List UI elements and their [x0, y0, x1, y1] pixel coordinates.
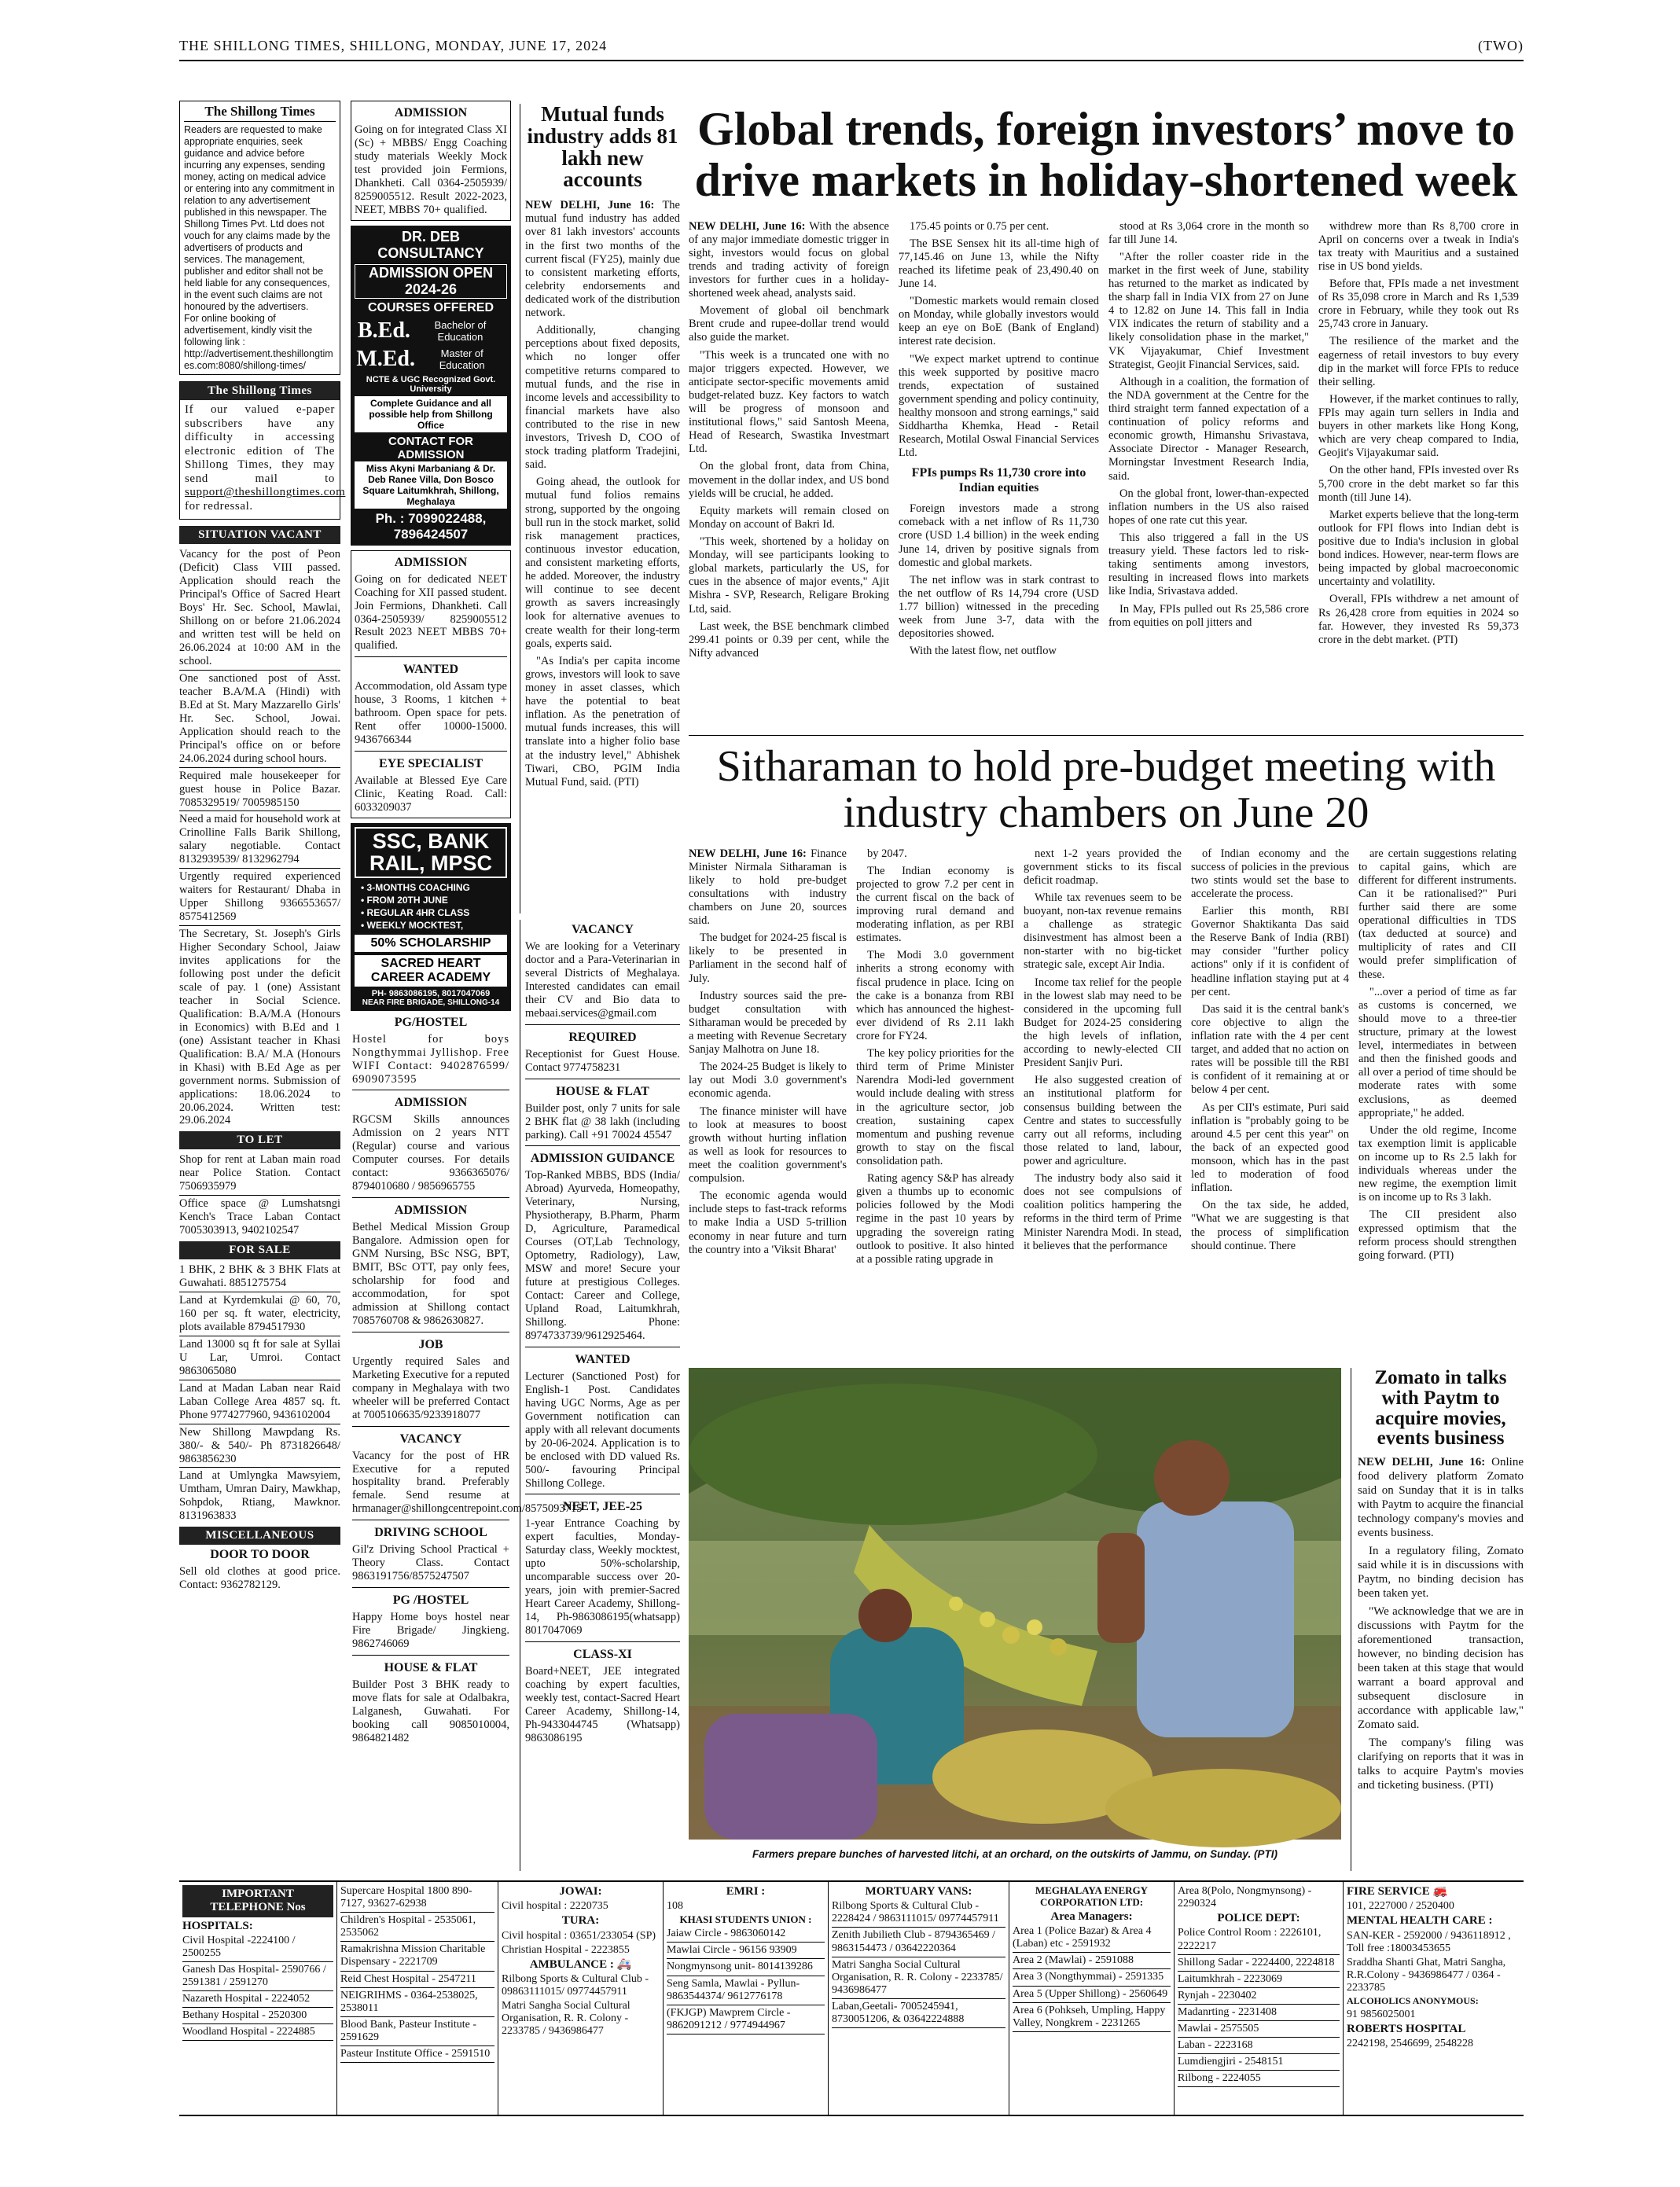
article-paragraph: In a regulatory filing, Zomato said while it is in discussions with Paytm, no binding decision has been taken yet. — [1358, 1545, 1524, 1600]
article-paragraph: Additionally, changing perceptions about fixed deposits, which no longer offer competitive returns compared to mutual funds, and the rise in income levels and accessibility to financial markets have also contributed to the rise in new investors, Trivesh D, COO of stock trading platform Tradejini, said. — [525, 324, 680, 472]
tel-col-police: Area 8(Polo, Nongmynsong) - 2290324 POLICE DEPT: Police Control Room : 2226101, 2222217 Shillong Sadar - 2224400, 2224818 Laitumkhrah - 2223069 Rynjah - 2230402 Madanrting - 2231408 Mawlai - 2575505 Laban - 2223168 Lumdiengjiri - 2548151 Rilbong - 2224055 — [1174, 1882, 1343, 2115]
article-paragraph: "This week, shortened by a holiday on Monday, will see participants looking to global markets, particularly the US, for cues in the absence of major events," Ajit Mishra - SVP, Research, Religare Broking Ltd, said. — [689, 535, 889, 616]
situation-vacant-list — [179, 544, 340, 1131]
tel-col-fire-service: FIRE SERVICE 🚒 101, 2227000 / 2520400 MENTAL HEALTH CARE : SAN-KER - 2592000 / 9436118912 , Toll free :18003453655 Sraddha Shanti Ghat, Matri Sangha, R.R.Colony - 9436986477 / 0364 - 2233785 ALCOHOLICS ANONYMOUS: 91 9856025001 ROBERTS HOSPITAL 2242198, 2546699, 2548228 — [1343, 1882, 1524, 2115]
article-paragraph: The resilience of the market and the eagerness of retail investors to buy every dip in the market will force FPIs to reduce their selling. — [1318, 335, 1519, 388]
article-paragraph: Going ahead, the outlook for mutual fund folios remains strong, supported by the ongoing bull run in the stock market, solid risk management practices, continuous investor education, and consistent marketing efforts, he added. Moreover, the industry will continue to see decent growth as savers increasingly look for alternative avenues to create wealth for their long-term goals, experts said. — [525, 476, 680, 650]
disclaimer-url[interactable]: http://advertisement.theshillongtimes.com:8080/shillong-times/ — [184, 348, 333, 371]
article-paragraph: The BSE Sensex hit its all-time high of 77,145.46 on June 13, while the Nifty reached its lifetime peak of 23,490.40 on June 14. — [899, 237, 1099, 291]
tel-col-jowai-tura: JOWAI: Civil hospital : 2220735 TURA: Civil hospital : 03651/233054 (SP) Christian Hospital - 2223855 AMBULANCE : 🚑 Rilbong Sports & Cultural Club - 09863111015/ 09774457911 Matri Sangha Social Cultural Organisation, R. R. Colony - 2233785 / 9436986477 — [498, 1882, 663, 2115]
classified-item: Office space @ Lumshatsngi Kench's Trace Laban Contact 7005303913, 9402102547 — [179, 1197, 340, 1237]
phone-entry: Nongmynsong unit- 8014139286 — [667, 1961, 825, 1976]
article-paragraph: "We expect market uptrend to continue this week supported by positive macro trends, expectation of sustained government spending and policy continuity, healthy monsoon and strong earnings," said Siddhartha Khemka, Head - Retail Research, Motilal Oswal Financial Services Ltd. — [899, 352, 1099, 460]
classified-item: The Secretary, St. Joseph's Girls Higher Secondary School, Jaiaw invites applications for the following post under the deficit scale of pay. 1 (one) Assistant teacher in Social Science. Qualification: B.A/M.A (Honours in Economics) with B.Ed and 1 (one) Assistant teacher in Khasi Qualification: B.A/ M.A (Honours in Khasi) with B.Ed Age as per government norms. Submission of applications: 18.06.2024 to 20.06.2024. Written test: 29.06.2024 — [179, 928, 340, 1127]
phone-entry: Zenith Jubilieth Club - 8794365469 / 9863154473 / 03642220364 — [832, 1929, 1005, 1957]
article-paragraph: Industry sources said the pre-budget consultation with Sitharaman would be preceded by a meeting with Revenue Secretary Sanjay Malhotra on June 18. — [689, 989, 847, 1057]
sith-col-4 — [1191, 847, 1349, 1270]
epaper-email[interactable]: support@theshillongtimes.com — [185, 486, 346, 499]
article-paragraph: He also suggested creation of an institutional platform for consensus building between the Centre and states to successfully carry out all reforms, including those related to land, labour, power and agriculture. — [1024, 1074, 1182, 1167]
phone-entry: Area 5 (Upper Shillong) - 2560649 — [1013, 1988, 1171, 2003]
phone-entry: Area 1 (Police Bazar) & Area 4 (Laban) etc - 2591932 — [1013, 1925, 1171, 1953]
article-paragraph: are certain suggestions relating to capital gains, which are different for different instruments. Can it be rationalised?" Puri further said there are some operational difficulties in TDS (tax deducted at source) and multiplicity of rates and CII would prefer simplification of these. — [1358, 847, 1516, 981]
classified-item: Land at Madan Laban near Raid Laban College Area 4857 sq. ft. Phone 9774277960, 9436102004 — [179, 1380, 340, 1424]
article-paragraph: The Modi 3.0 government inherits a strong economy with fiscal prudence in place. Icing on the cake is a bonanza from RBI which has announced the highest-ever dividend of Rs 2.11 lakh crore for FY24. — [856, 949, 1014, 1043]
article-paragraph: NEW DELHI, June 16: The mutual fund industry has added over 81 lakh investors' accounts in the first two months of the current fiscal (FY25), mainly due to consistent marketing efforts, celebrity endorsements and dedicated work of the distribution network. — [525, 199, 680, 320]
disclaimer-body: Readers are requested to make appropriate enquiries, seek guidance and advice before incurring any expenses, sending money, acting on medical advice or entering into any commitment in relation to any advertisement published in this newspaper. The Shillong Times Pvt. Ltd does not vouch for any claims made by the advertisers of products and services. The management, publisher and editor shall not be held liable for any consequences, in the event such claims are not honoured by the advertisers. — [184, 124, 335, 312]
article-paragraph: This also triggered a fall in the US treasury yield. These factors led to risk-taking sentiments among investors, resulting in increased flows into markets like India, Srivastava added. — [1108, 531, 1309, 598]
classified-item: New Shillong Mawpdang Rs. 380/- & 540/- Ph 8731826648/ 9863856230 — [179, 1424, 340, 1468]
epaper-body: If our valued e-paper subscribers have any difficulty in accessing electronic edition of The Shillong Times, they may send mail to support@theshillongtimes.com for redressal. — [185, 403, 346, 513]
article-paragraph: The CII president also expressed optimism that the reform process should strengthen going forward. (PTI) — [1358, 1208, 1516, 1262]
phone-entry: Laitumkhrah - 2223069 — [1178, 1973, 1340, 1988]
photo-caption: Farmers prepare bunches of harvested litchi, at an orchard, on the outskirts of Jammu, on Sunday. (PTI) — [752, 1848, 1277, 1860]
fire-label: FIRE SERVICE 🚒 — [1347, 1885, 1448, 1898]
article-paragraph: The finance minister will have to look at measures to boost growth without hurting inflation as well as look for resources to meet the coalition government's compulsion. — [689, 1105, 847, 1185]
classified-item: Required male housekeeper for guest house in Police Bazar. 7085329519/ 7005985150 — [179, 768, 340, 812]
misc-body: Sell old clothes at good price. Contact: 9362782129. — [179, 1565, 340, 1592]
ad-admission-2: ADMISSION Going on for dedicated NEET Coaching for XII passed student. Join Fermions, Dhankheti. Call 0364-2505939/ 8259005512 Result 2023 NEET MBBS 70+ qualified. WANTED Accommodation, old Assam type house, 3 Rooms, 1 kitchen + bathroom. Open space for pets. Rent offer 10000-15000. 9436766344 EYE SPECIALIST Available at Blessed Eye Care Clinic, Keating Road. Call: 6033209037 — [351, 550, 511, 818]
tel-col-mortuary: MORTUARY VANS: Rilbong Sports & Cultural Club - 2228424 / 9863111015/ 09774457911 Zenith Jubilieth Club - 8794365469 / 9863154473 / 03642220364 Matri Sangha Social Cultural Organisation, R. R. Colony - 2233785/ 9436986477 Laban,Geetali- 7005245941, 8730051206, & 03642224888 — [828, 1882, 1009, 2115]
classified-item: Shop for rent at Laban main road near Police Station. Contact 7506935979 — [179, 1152, 340, 1196]
phone-entry: Reid Chest Hospital - 2547211 — [340, 1973, 494, 1988]
dateline: NEW DELHI, June 16: — [1358, 1456, 1492, 1468]
classified-item: 1 BHK, 2 BHK & 3 BHK Flats at Guwahati. 8851275754 — [179, 1262, 340, 1292]
article-paragraph: "This week is a truncated one with no major triggers expected. However, we anticipate sector-specific movements amid budget-related buzz. Key factors to watch will be progress of monsoon and institutional flows," said Santosh Meena, Head of Research, Swastika Investmart Ltd. — [689, 348, 889, 456]
article-paragraph: by 2047. — [867, 847, 907, 860]
phone-entry: Children's Hospital - 2535061, 2535062 — [340, 1914, 494, 1942]
article-paragraph: NEW DELHI, June 16: Online food delivery platform Zomato said on Sunday that it is in talks with Paytm to acquire the financial technology company's movies and events business. — [1358, 1456, 1524, 1539]
header-right: (TWO) — [1478, 38, 1524, 53]
classifieds-column-1 — [179, 101, 346, 1869]
misc-head: DOOR TO DOOR — [210, 1548, 310, 1562]
telephone-directory — [179, 1880, 1524, 2116]
phone-entry: Nazareth Hospital - 2224052 — [182, 1993, 333, 2008]
article-paragraph: On the tax side, he added, "What we are suggesting is that the process of simplification should continue. There — [1191, 1199, 1349, 1252]
phone-entry: Pasteur Institute Office - 2591510 — [340, 2048, 494, 2063]
phone-entry: Woodland Hospital - 2224885 — [182, 2026, 333, 2041]
zomato-article — [1351, 1368, 1524, 1871]
phone-entry: Seng Samla, Mawlai - Pyllun-9863544374/ 9612776178 — [667, 1978, 825, 2005]
article-paragraph: "We acknowledge that we are in discussions with Paytm for the aforementioned transaction, however, no binding decision has been taken at this stage that would warrant a board approval and subsequent disclosure in accordance with applicable law," Zomato said. — [1358, 1605, 1524, 1731]
article-paragraph: next 1-2 years provided the government sticks to its fiscal deficit roadmap. — [1024, 847, 1182, 887]
phone-entry: Area 2 (Mawlai) - 2591088 — [1013, 1954, 1171, 1969]
article-paragraph: The Indian economy is projected to grow 7.2 per cent in the current fiscal on the back of improving rural demand and moderating inflation, as per RBI estimates. — [856, 864, 1014, 945]
disclaimer-title: The Shillong Times — [184, 104, 336, 122]
article-paragraph: "...over a period of time as far as customs is concerned, we should move to a three-tier structure, primary at the lowest level, intermediates in between and then the finished goods and all over a period of time should be moderate rates with some exclusions, as deemed appropriate," he added. — [1358, 985, 1516, 1119]
article-paragraph: The key policy priorities for the third term of Prime Minister Narendra Modi-led government would include dealing with stress in the agriculture sector, job creation, sustaining capex momentum and pushing revenue growth to stay on the fiscal consolidation path. — [856, 1047, 1014, 1167]
article-paragraph: Income tax relief for the people in the lowest slab may need to be considered in the upcoming full Budget for 2024-25 considering the high levels of inflation, according to newly-elected CII President Sanjiv Puri. — [1024, 976, 1182, 1070]
article-paragraph: "Domestic markets would remain closed on Monday, while globally investors would keep an eye on BoE (Bank of England) interest rate decision. — [899, 295, 1099, 348]
dateline: NEW DELHI, June 16: — [689, 219, 810, 233]
article-paragraph: In May, FPIs pulled out Rs 25,586 crore from equities on poll jitters and — [1108, 602, 1309, 629]
article-paragraph: The budget for 2024-25 fiscal is likely to be presented in Parliament in the second half of July. — [689, 932, 847, 985]
phone-entry: Ganesh Das Hospital- 2590766 / 2591381 / 2591270 — [182, 1964, 333, 1991]
phone-entry: (FKJGP) Mawprem Circle - 9862091212 / 9774944967 — [667, 2007, 825, 2034]
sith-col-2 — [856, 847, 1014, 1270]
global-trends-headline: Global trends, foreign investors’ move to drive markets in holiday-shortened week — [694, 103, 1518, 206]
phone-entry: Area 6 (Pohkseh, Umpling, Happy Valley, Nongkrem - 2231265 — [1013, 2005, 1171, 2032]
classified-item: Urgently required experienced waiters for Restaurant/ Dhaba in Upper Shillong 9366553657/ 8575412569 — [179, 869, 340, 926]
article-paragraph: The industry body also said it does not see compulsions of coalition politics hampering the reforms in the third term of Prime Minister Narendra Modi. In stead, it believes that the performance — [1024, 1172, 1182, 1252]
misc-header: MISCELLANEOUS — [179, 1527, 340, 1545]
article-paragraph: On the other hand, FPIs invested over Rs 5,700 crore in the debt market so far this month (till June 14). — [1318, 464, 1519, 504]
article-paragraph: On the global front, lower-than-expected inflation numbers in the US also raised hopes of one rate cut this year. — [1108, 487, 1309, 527]
ambulance-label: AMBULANCE : 🚑 — [529, 1957, 632, 1971]
sitharaman-headline: Sitharaman to hold pre-budget meeting with industry chambers on June 20 — [716, 742, 1496, 837]
phone-entry: Rilbong Sports & Cultural Club - 2228424 / 9863111015/ 09774457911 — [832, 1900, 1005, 1928]
phone-entry: Area 3 (Nongthymmai) - 2591335 — [1013, 1971, 1171, 1986]
sith-col-1 — [689, 847, 847, 1270]
mutual-funds-headline: Mutual funds industry adds 81 lakh new accounts — [527, 102, 678, 192]
phone-entry: Blood Bank, Pasteur Institute - 2591629 — [340, 2019, 494, 2046]
article-paragraph: The net inflow was in stark contrast to the net outflow of Rs 14,794 crore (USD 1.77 billion) witnessed in the preceding week from June 3-7, data with the depositories showed. — [899, 573, 1099, 641]
article-paragraph: Rating agency S&P has already given a thumbs up to economic policies followed by the Modi regime in the past 10 years by upgrading the sovereign rating outlook to positive. It also hinted at a possible rating upgrade in — [856, 1172, 1014, 1266]
ambulance-icon: 🚑 — [616, 1957, 632, 1971]
tel-col-emri: EMRI : 108 KHASI STUDENTS UNION : Jaiaw Circle - 9863060142 Mawlai Circle - 96156 93909 Nongmynsong unit- 8014139286 Seng Samla, Mawlai - Pyllun-9863544374/ 9612776178 (FKJGP) Mawprem Circle - 9862091212 / 9774944967 — [663, 1882, 828, 2115]
tel-col-hospitals-2 — [336, 1882, 498, 2115]
tel-col-meghalaya-energy: MEGHALAYA ENERGY CORPORATION LTD: Area Managers: Area 1 (Police Bazar) & Area 4 (Laban) etc - 2591932 Area 2 (Mawlai) - 2591088 Area 3 (Nongthymmai) - 2591335 Area 5 (Upper Shillong) - 2560649 Area 6 (Pohkseh, Umpling, Happy Valley, Nongkrem - 2231265 — [1009, 1882, 1174, 2115]
for-sale-list — [179, 1259, 340, 1527]
page-header — [179, 38, 1524, 61]
article-paragraph: Movement of global oil benchmark Brent crude and rupee-dollar trend would also guide the market. — [689, 304, 889, 344]
phone-entry: Lumdiengjiri - 2548151 — [1178, 2056, 1340, 2071]
classified-item: One sanctioned post of Asst. teacher B.A/M.A (Hindi) with B.Ed at St. Mary Mazzarello Girls' Hr. Sec. School, Jowai. Application should reach to the Principal's office on or before 24.06.2024 during school hours. — [179, 671, 340, 768]
article-paragraph: 175.45 points or 0.75 per cent. — [910, 219, 1050, 233]
mutual-funds-body — [525, 199, 680, 789]
article-paragraph: withdrew more than Rs 8,700 crore in April on concerns over a tweak in India's tax treaty with Mauritius and a sustained rise in US bond yields. — [1318, 219, 1519, 273]
article-paragraph: Market experts believe that the long-term outlook for FPI flows into Indian debt is positive due to India's inclusion in global bond indices. However, near-term flows are being impacted by global macroeconomic uncertainty and volatility. — [1318, 508, 1519, 589]
phone-entry: Ramakrishna Mission Charitable Dispensary - 2221709 — [340, 1943, 494, 1971]
article-paragraph: Foreign investors made a strong comeback with a net inflow of Rs 11,730 crore (USD 1.4 billion) in the week ending June 14, driven by positive signals from domestic and global markets. — [899, 502, 1099, 569]
article-paragraph: The 2024-25 Budget is likely to lay out Modi 3.0 government's economic agenda. — [689, 1060, 847, 1101]
article-paragraph: Under the old regime, Income tax exemption limit is applicable on income up to Rs 2.5 lakh for individuals whereas under the new regime, the exemption limit is on income up to Rs 3 lakh. — [1358, 1123, 1516, 1204]
article-paragraph: On the global front, data from China, movement in the dollar index, and US bond yields will be crucial, he added. — [689, 460, 889, 500]
fire-truck-icon: 🚒 — [1432, 1885, 1448, 1898]
phone-entry: Madanrting - 2231408 — [1178, 2006, 1340, 2021]
litchi-photo-block — [689, 1368, 1341, 1871]
article-paragraph: "After the roller coaster ride in the market in the first week of June, stability has returned to the market as indicated by the sharp fall in India VIX from 27 on June 4 to 12.82 on June 14. This fall in India VIX indicates the return of stability and a likely consolidation phase in the market," VK Vijayakumar, Chief Investment Strategist, Geojit Financial Services, said. — [1108, 250, 1309, 371]
to-let-header: TO LET — [179, 1131, 340, 1149]
ssc-coaching-ad: SSC, BANK RAIL, MPSC • 3-MONTHS COACHING • FROM 20TH JUNE • REGULAR 4HR CLASS • WEEKLY MOCKTEST, 50% SCHOLARSHIP SACRED HEART CAREER ACADEMY PH- 9863086195, 8017047069 NEAR FIRE BRIGADE, SHILLONG-14 — [351, 823, 511, 1011]
article-paragraph: Although in a coalition, the formation of the NDA government at the Centre for the third straight term fanned expectation of a continuation of policy reforms and economic growth, Himanshu Srivastava, Associate Director - Manager Research, Morningstar Investment Research India, said. — [1108, 375, 1309, 483]
situation-vacant-header: SITUATION VACANT — [179, 526, 340, 544]
classified-item: Land 13000 sq ft for sale at Syllai U Lar, Umroi. Contact 9863065080 — [179, 1336, 340, 1380]
phone-entry: Mawlai Circle - 96156 93909 — [667, 1944, 825, 1959]
deb-consultancy-ad: DR. DEB CONSULTANCY ADMISSION OPEN 2024-26 COURSES OFFERED B.Ed. Bachelor of Education M.Ed. Master of Education NCTE & UGC Recognized Govt. University Complete Guidance and all possible help from Shillong Office CONTACT FOR ADMISSION Miss Akyni Marbaniang & Dr. Deb Ranee Villa, Don Bosco Square Laitumkhrah, Shillong, Meghalaya Ph. : 7099022488, 7896424507 — [351, 226, 511, 546]
phone-entry: Civil Hospital -2224100 / 2500255 — [182, 1935, 333, 1962]
article-paragraph: The company's filing was clarifying on reports that it was in talks to acquire Paytm's movies and ticketing business. (PTI) — [1358, 1737, 1524, 1792]
article-paragraph: NEW DELHI, June 16: With the absence of any major immediate domestic trigger in sight, investors would focus on global trends and trading activity of foreign investors for further cues in a holiday-shortened week ahead, analysts said. — [689, 219, 889, 300]
article-paragraph: However, if the market continues to rally, FPIs may again turn sellers in India and buyers in other markets like Hong Kong, which are very cheap compared to India, Geojit's Vijayakumar said. — [1318, 392, 1519, 460]
article-paragraph: As per CII's estimate, Puri said inflation is "probably going to be around 4.5 per cent this year" on the back of an expected good monsoon, which has in the past led to moderation of food inflation. — [1191, 1101, 1349, 1195]
classifieds-column-2 — [351, 101, 583, 1869]
classified-item: Land at Umlyngka Mawsyiem, Umtham, Umran Dairy, Mawkhap, Sohpdok, Rtiang, Mawknor. 8131963833 — [179, 1469, 340, 1523]
classifieds-column-4: VACANCY We are looking for a Veterinary doctor and a Para-Veterinarian in several Districts of Meghalaya. Interested candidates can email their CV and Bio data to mebaai.services@gmail.com REQUIRED Receptionist for Guest House. Contact 9774758231 HOUSE & FLAT Builder post, only 7 units for sale 2 BHK flat @ 38 lakh (including parking). Call +91 70024 45547 ADMISSION GUIDANCE Top-Ranked MBBS, BDS (India/ Abroad) Ayurveda, Homeopathy, Veterinary, Nursing, Physiotherapy, B.Pharm, Pharm D, Agriculture, Paramedical Courses (OT,Lab Technology, Optometry, Radiology), Law, MSW and more! Secure your future at prestigious Colleges. Contact: Career and College, Upland Road, Laitumkhrah, Shillong. Phone: 8974733739/9612925464. WANTED Lecturer (Sanctioned Post) for English-1 Post. Candidates having UGC Norms, Age as per Government notification can apply with all relevant documents by 20-06-2024. Application is to be enclosed with DD valued Rs. 500/- favouring Principal Shillong College. NEET, JEE-25 1-year Entrance Coaching by expert faculties, Monday-Saturday class, Weekly mocktest, upto 50%-scholarship, uncomparable success over 20-years, join with premier-Sacred Heart Career Academy, Shillong-14, Ph-9863086195(whatsapp) 8017047069 CLASS-XI Board+NEET, JEE integrated coaching by expert faculties, weekly test, contact-Sacred Heart Career Academy, Shillong-14, Ph-9433044745 (Whatsapp) 9863086195 — [520, 920, 680, 1871]
zomato-headline: Zomato in talks with Paytm to acquire movies, events business — [1374, 1367, 1507, 1450]
article-paragraph: The economic agenda would include steps to fast-track reforms to make India a USD 5-trillion economy in near future and turn the country into a 'Viksit Bharat' — [689, 1189, 847, 1256]
global-col-4 — [1318, 220, 1519, 664]
phone-entry: NEIGRIHMS - 0364-2538025, 2538011 — [340, 1990, 494, 2017]
phone-entry: Mawlai - 2575505 — [1178, 2023, 1340, 2038]
sith-col-5 — [1358, 847, 1516, 1270]
article-paragraph: "As India's per capita income grows, investors will look to save money in asset classes, which have the potential to beat inflation. As the penetration of mutual funds increases, this will translate into a higher folio base at the industry level," Abhishek Tiwari, CBO, PGIM India Mutual Fund, said. (PTI) — [525, 654, 680, 788]
header-left: THE SHILLONG TIMES, SHILLONG, MONDAY, JUNE 17, 2024 — [179, 38, 608, 53]
for-sale-header: FOR SALE — [179, 1241, 340, 1259]
classified-item: Need a maid for household work at Crinolline Falls Barik Shillong, salary negotiable. Contact 8132939539/ 8132962794 — [179, 811, 340, 869]
article-paragraph: While tax revenues seem to be buoyant, non-tax revenue remains a challenge as strategic disinvestment has almost been a non-starter with no big-ticket strategic sale, except Air India. — [1024, 891, 1182, 972]
epaper-box — [179, 381, 346, 520]
zomato-body — [1358, 1455, 1524, 1792]
article-paragraph: Equity markets will remain closed on Monday on account of Bakri Id. — [689, 504, 889, 531]
global-col-1 — [689, 220, 889, 664]
mutual-funds-article — [520, 104, 680, 913]
litchi-farmers-photo — [689, 1368, 1341, 1840]
col2-ads-lower: PG/HOSTEL Hostel for boys Nongthymmai Jyllishop. Free WIFI Contact: 9402876599/ 6909073595 ADMISSION RGCSM Skills announces Admission on 2 years NTT (Regular) course and various Computer courses. For details contact: 9366365076/ 8794010680 / 9856965755 ADMISSION Bethel Medical Mission Group Bangalore. Admission open for GNM Nursing, BSc NSG, BPT, BMIT, BSc OTT, pay only fees, scholarship for food and accommodation, for spot admission at Shillong contact 7085760708 & 9862630827. JOB Urgently required Sales and Marketing Executive for a reputed company in Meghalaya with two wheeler will be preferred Contact at 7005106635/9233918077 VACANCY Vacancy for the post of HR Executive for a reputed hospitality brand. Preferably female. Send resume at hrmanager@shillongcentrepoint.com/8575093715 DRIVING SCHOOL Gil'z Driving School Practical + Theory Class. Contact 9863191756/8575247507 PG /HOSTEL Happy Home boys hostel near Fire Brigade/ Jingkieng. 9862746069 HOUSE & FLAT Builder Post 3 BHK ready to move flats for sale at Odalbakra, Lalganesh, Guwahati. For booking call 9085010004, 9864821482 — [352, 1015, 583, 1744]
phone-entry: Bethany Hospital - 2520300 — [182, 2009, 333, 2024]
phone-entry: Matri Sangha Social Cultural Organisation, R. R. Colony - 2233785/ 9436986477 — [832, 1959, 1005, 1999]
phone-entry: Shillong Sadar - 2224400, 2224818 — [1178, 1957, 1340, 1972]
disclaimer-online: For online booking of advertisement, kindly visit the following link : — [184, 313, 313, 347]
ad-admission-1: ADMISSION Going on for integrated Class XI (Sc) + MBBS/ Engg Coaching study materials Weekly Mock test provided join Fermions, Dhankheti. Call 0364-2505939/ 8259005512. Result 2022-2023, NEET, MBBS 70+ qualified. — [351, 101, 511, 221]
article-paragraph: Overall, FPIs withdrew a net amount of Rs 26,428 crore from equities in 2024 so far. However, they invested Rs 59,373 crore in the debt market. (PTI) — [1318, 593, 1519, 646]
phone-entry: Rilbong - 2224055 — [1178, 2072, 1340, 2087]
article-paragraph: Before that, FPIs made a net investment of Rs 35,098 crore in March and Rs 1,539 crore in February, while they took out Rs 25,743 crore in January. — [1318, 278, 1519, 331]
article-paragraph: NEW DELHI, June 16: Finance Minister Nirmala Sitharaman is likely to hold pre-budget consultations with industry chambers on June 20, sources said. — [689, 847, 847, 928]
phone-entry: Laban - 2223168 — [1178, 2039, 1340, 2054]
global-trends-article — [689, 104, 1524, 717]
disclaimer-box — [179, 101, 340, 375]
sitharaman-article — [689, 735, 1524, 1356]
phone-entry: Jaiaw Circle - 9863060142 — [667, 1928, 825, 1943]
global-col-3 — [1108, 220, 1309, 664]
article-paragraph: Last week, the BSE benchmark climbed 299.41 points or 0.39 per cent, while the Nifty advanced — [689, 619, 889, 660]
global-col-2 — [899, 220, 1099, 664]
article-paragraph: Das said it is the central bank's core objective to align the inflation rate with the 4 per cent target, and added that no action on rates will be possible till the RBI is confident of it remaining at or below 4 per cent. — [1191, 1002, 1349, 1097]
phone-entry: Police Control Room : 2226101, 2222217 — [1178, 1927, 1340, 1954]
fpi-subheading: FPIs pumps Rs 11,730 crore into Indian equities — [911, 466, 1086, 495]
classified-item: Land at Kyrdemkulai @ 60, 70, 160 per sq. ft water, electricity, plots available 8794517930 — [179, 1292, 340, 1336]
dateline: NEW DELHI, June 16: — [525, 199, 663, 212]
dateline: NEW DELHI, June 16: — [689, 847, 811, 860]
article-paragraph: Earlier this month, RBI Governor Shaktikanta Das said the Reserve Bank of India (RBI) may consider "further policy actions" only if it is confident of headline inflation staying put at 4 per cent. — [1191, 905, 1349, 998]
classified-item: Vacancy for the post of Peon (Deficit) Class VIII passed. Application should reach the Principal's Office of Sacred Heart Boys' Hr. Sec. School, Mawlai, Shillong on or before 21.06.2024 and written test will be held on 26.06.2024 at 10:00 AM in the school. — [179, 546, 340, 671]
article-paragraph: With the latest flow, net outflow — [910, 645, 1057, 658]
phone-entry: Supercare Hospital 1800 890-7127, 93627-62938 — [340, 1885, 494, 1913]
epaper-title: The Shillong Times — [180, 382, 340, 400]
sith-col-3 — [1024, 847, 1182, 1270]
to-let-list — [179, 1149, 340, 1241]
phone-entry: Laban,Geetali- 7005245941, 8730051206, & 03642224888 — [832, 2001, 1005, 2028]
tel-col-hospitals: IMPORTANT TELEPHONE Nos HOSPITALS: Civil Hospital -2224100 / 2500255 Ganesh Das Hospital- 2590766 / 2591381 / 2591270 Nazareth Hospital - 2224052 Bethany Hospital - 2520300 Woodland Hospital - 2224885 — [179, 1882, 336, 2115]
article-paragraph: stood at Rs 3,064 crore in the month so far till June 14. — [1108, 219, 1309, 246]
phone-entry: Rynjah - 2230402 — [1178, 1990, 1340, 2005]
article-paragraph: of Indian economy and the success of policies in the previous two stints would set the base to accelerate the process. — [1191, 847, 1349, 900]
